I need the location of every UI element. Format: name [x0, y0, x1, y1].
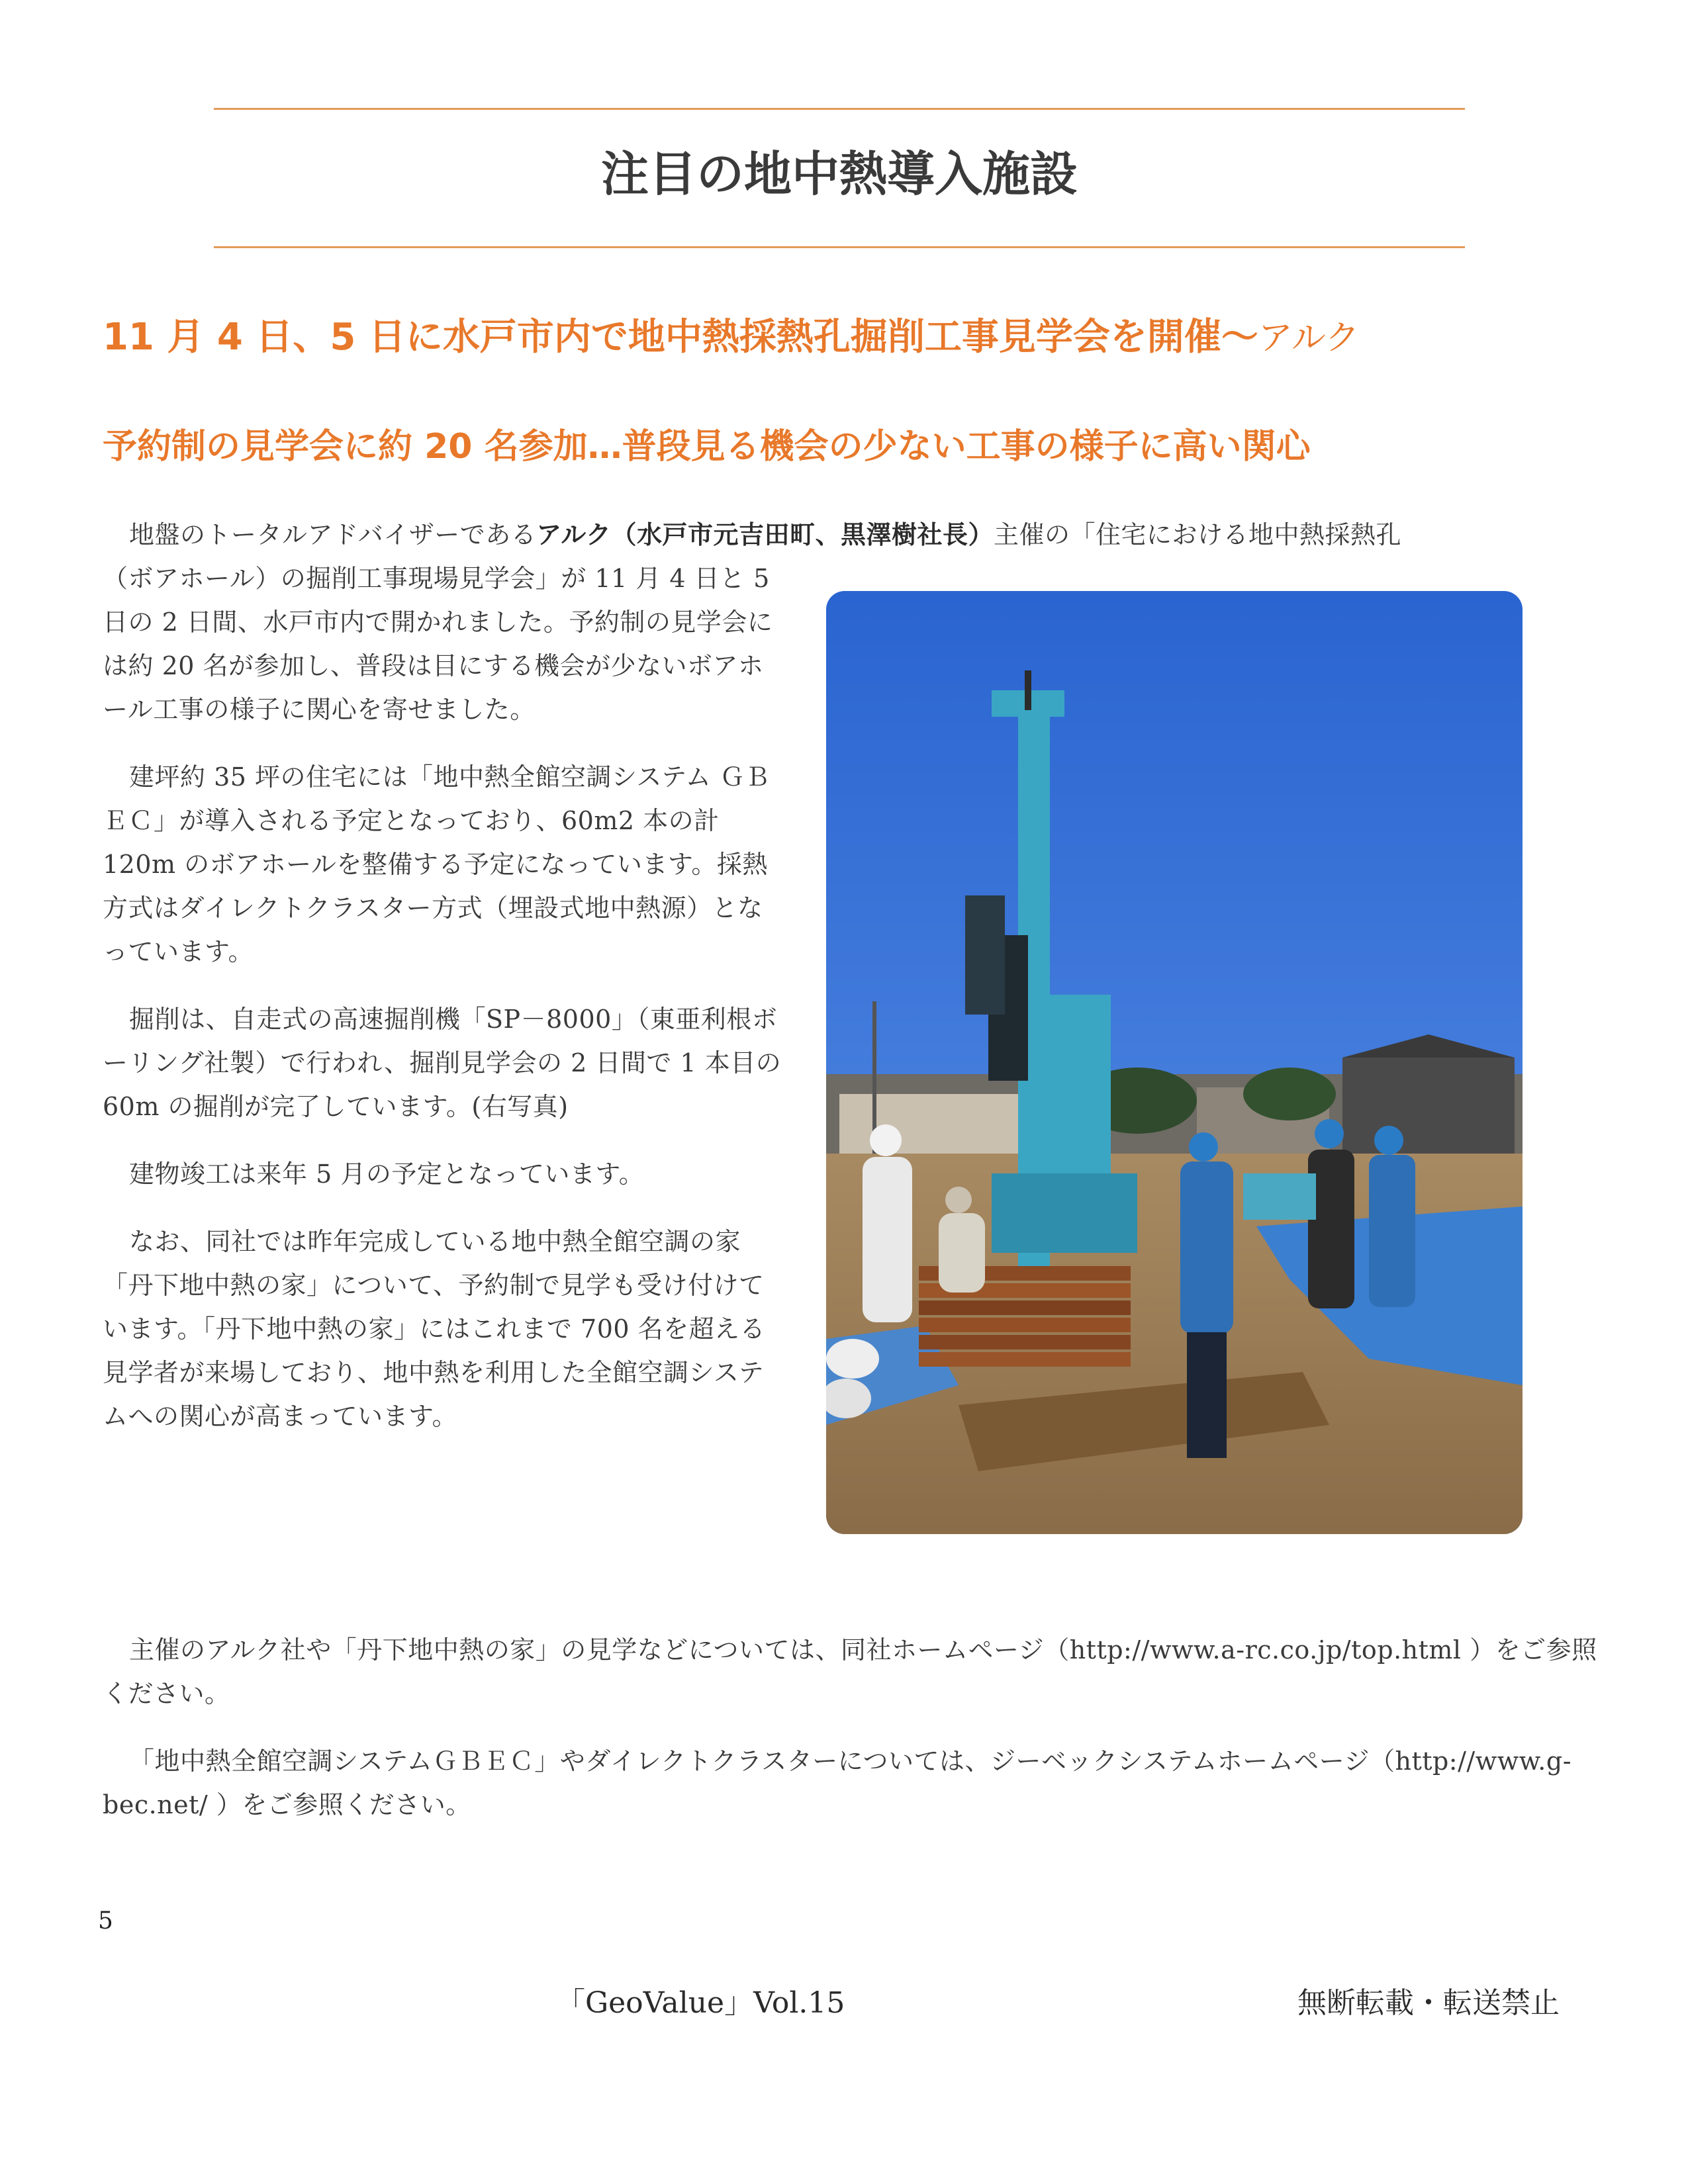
article-bottom-text: [103, 1628, 1599, 1850]
paragraph-1-lead: [103, 513, 1625, 557]
article-headline: [103, 308, 1625, 361]
footer-copyright-notice: 無断転載・転送禁止: [1297, 1986, 1560, 2020]
paragraph-2: 建坪約 35 坪の住宅には「地中熱全館空調システム ＧＢＥＣ」が導入される予定となっており、60m2 本の計 120m のボアホールを整備する予定になっています。採熱方式はダイレクトクラスター方式（埋設式地中熱源）となっています。: [103, 762, 771, 966]
section-title: 注目の地中熱導入施設: [600, 146, 1078, 202]
article-left-column: [103, 557, 784, 1462]
paragraph-6: 主催のアルク社や「丹下地中熱の家」の見学などについては、同社ホームページ（http://www.a-rc.co.jp/top.html ）をご参照ください。: [103, 1635, 1597, 1708]
photo-illustration: [826, 591, 1523, 1534]
article-subheadline: 予約制の見学会に約 20 名参加…普段見る機会の少ない工事の様子に高い関心: [103, 427, 1311, 467]
drilling-site-photo: [826, 591, 1523, 1534]
p1-lead-organizer: アルク（水戸市元吉田町、黒澤樹社長）: [536, 520, 994, 549]
headline-source: アルク: [1258, 318, 1360, 358]
paragraph-1-rest: （ボアホール）の掘削工事現場見学会」が 11 月 4 日と 5 日の 2 日間、水戸市内で開かれました。予約制の見学会には約 20 名が参加し、普段は目にする機会が少ないボアホール工事の様子に関心を寄せました。: [103, 564, 773, 724]
p1-lead-a: 地盤のトータルアドバイザーである: [129, 520, 537, 549]
paragraph-7: 「地中熱全館空調システムＧＢＥＣ」やダイレクトクラスターについては、ジーベックシステムホームページ（http://www.g-bec.net/ ）をご参照ください。: [103, 1747, 1572, 1819]
p1-lead-b: 主催の「住宅における地中熱採熱孔: [993, 520, 1401, 549]
paragraph-5: なお、同社では昨年完成している地中熱全館空調の家「丹下地中熱の家」について、予約制で見学も受け付けています。「丹下地中熱の家」にはこれまで 700 名を超える見学者が来場しており、地中熱を利用した全館空調システムへの関心が高まっています。: [103, 1227, 766, 1431]
headline-main: 11 月 4 日、5 日に水戸市内で地中熱採熱孔掘削工事見学会を開催～: [103, 316, 1258, 359]
top-rule: [214, 108, 1465, 110]
page-number: 5: [98, 1907, 113, 1934]
paragraph-3: 掘削は、自走式の高速掘削機「SP－8000」（東亜利根ボーリング社製）で行われ、掘削見学会の 2 日間で 1 本目の 60m の掘削が完了しています。(右写真): [103, 1005, 782, 1121]
bottom-rule: [214, 246, 1465, 248]
footer-magazine-title: 「GeoValue」Vol.15: [556, 1986, 845, 2020]
paragraph-4: 建物竣工は来年 5 月の予定となっています。: [129, 1160, 645, 1189]
